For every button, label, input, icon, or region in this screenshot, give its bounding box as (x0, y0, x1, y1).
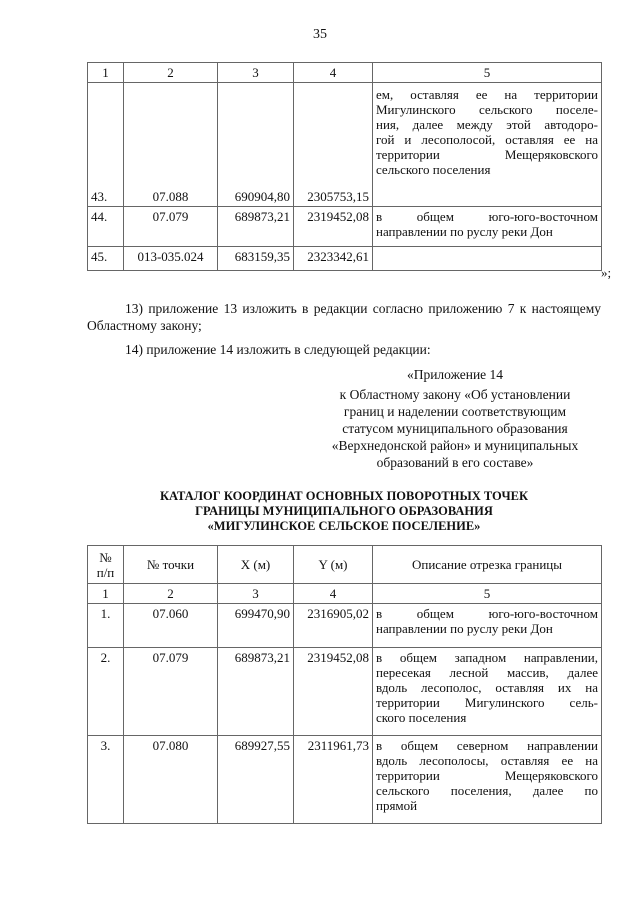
y-coordinate: 2319452,08 (294, 207, 373, 247)
header-point-number: № точки (124, 546, 218, 584)
segment-description (373, 247, 602, 271)
column-number-cell: 5 (373, 63, 602, 83)
paragraph-14: 14) приложение 14 изложить в следующей редакции: (125, 342, 431, 357)
table-row (88, 207, 602, 247)
description-line: пересекая лесной массив, далее (376, 665, 598, 680)
description-line: в общем юго-юго-восточном (376, 606, 598, 621)
segment-description (373, 207, 602, 247)
table-row (88, 648, 602, 736)
x-coordinate: 689927,55 (218, 736, 294, 824)
row-number: 43. (88, 83, 124, 207)
table-row (88, 604, 602, 648)
appendix-line: к Областному закону «Об установлении (339, 387, 571, 402)
point-number: 07.079 (124, 207, 218, 247)
description-line: территории Мещеряковского (376, 147, 598, 162)
column-number-cell: 4 (294, 584, 373, 604)
point-number: 07.079 (124, 648, 218, 736)
header-row-number (88, 546, 124, 584)
header-description: Описание отрезка границы (373, 546, 602, 584)
appendix-line: «Верхнедонской район» и муниципальных (331, 438, 579, 453)
description-line: ем, оставляя ее на территории (376, 87, 598, 102)
x-coordinate: 689873,21 (218, 207, 294, 247)
description-line: ского поселения (376, 710, 467, 725)
row-number: 45. (88, 247, 124, 271)
x-coordinate: 699470,90 (218, 604, 294, 648)
table-header-row (88, 546, 602, 584)
column-number-cell: 3 (218, 63, 294, 83)
column-numbers-row (88, 584, 602, 604)
description-line: направлении по руслу реки Дон (376, 621, 553, 636)
description-line: в общем юго-юго-восточном (376, 209, 598, 224)
description-line: территории Мещеряковского (376, 768, 598, 783)
row-number: 44. (88, 207, 124, 247)
x-coordinate: 689873,21 (218, 648, 294, 736)
column-number-cell: 2 (124, 63, 218, 83)
description-line: Мигулинского сельского поселе- (376, 102, 598, 117)
appendix-line: статусом муниципального образования (342, 421, 568, 436)
coordinates-table-continued (87, 62, 602, 271)
coordinates-table (87, 545, 602, 824)
appendix-reference (290, 386, 620, 471)
column-number-cell: 4 (294, 63, 373, 83)
description-line: гой и лесополосой, оставляя ее на (376, 132, 598, 147)
point-number: 07.088 (124, 83, 218, 207)
row-number: 1. (88, 604, 124, 648)
segment-description (373, 736, 602, 824)
y-coordinate: 2305753,15 (294, 83, 373, 207)
column-number-cell: 2 (124, 584, 218, 604)
catalog-heading-line: ГРАНИЦЫ МУНИЦИПАЛЬНОГО ОБРАЗОВАНИЯ (195, 504, 493, 518)
row-number: 2. (88, 648, 124, 736)
description-line: ния, далее между этой автодоро- (376, 117, 598, 132)
appendix-line: образований в его составе» (376, 455, 534, 470)
appendix-line: границ и наделении соответствующим (343, 404, 567, 419)
description-line: вдоль лесополос, оставляя их на (376, 680, 598, 695)
table-row (88, 247, 602, 271)
column-number-cell: 1 (88, 63, 124, 83)
header-num-line: № (99, 549, 112, 565)
catalog-heading-line: «МИГУЛИНСКОЕ СЕЛЬСКОЕ ПОСЕЛЕНИЕ» (207, 519, 481, 533)
header-num-line: п/п (96, 564, 115, 580)
catalog-heading-line: КАТАЛОГ КООРДИНАТ ОСНОВНЫХ ПОВОРОТНЫХ ТОЧЕК (159, 489, 529, 503)
description-line: в общем северном направлении (376, 738, 598, 753)
y-coordinate: 2316905,02 (294, 604, 373, 648)
table-row (88, 736, 602, 824)
description-line: сельского поселения, далее по (376, 783, 598, 798)
description-line: сельского поселения (376, 162, 491, 177)
paragraph-13: 13) приложение 13 изложить в редакции согласно приложению 7 к настоящему Областному закону; (87, 301, 601, 333)
description-line: прямой (376, 798, 418, 813)
x-coordinate: 683159,35 (218, 247, 294, 271)
appendix-title: «Приложение 14 (406, 367, 504, 382)
y-coordinate: 2319452,08 (294, 648, 373, 736)
header-y: Y (м) (294, 546, 373, 584)
table-row (88, 83, 602, 207)
column-number-cell: 5 (373, 584, 602, 604)
page-number: 35 (313, 27, 327, 42)
description-line: вдоль лесополосы, оставляя ее на (376, 753, 598, 768)
point-number: 07.080 (124, 736, 218, 824)
point-number: 07.060 (124, 604, 218, 648)
column-number-cell: 1 (88, 584, 124, 604)
segment-description (373, 83, 602, 207)
row-number: 3. (88, 736, 124, 824)
y-coordinate: 2323342,61 (294, 247, 373, 271)
description-line: территории Мигулинского сель- (376, 695, 598, 710)
table-header-row (88, 63, 602, 83)
header-x: X (м) (218, 546, 294, 584)
column-number-cell: 3 (218, 584, 294, 604)
catalog-heading (87, 489, 601, 534)
point-number: 013-035.024 (124, 247, 218, 271)
segment-description (373, 648, 602, 736)
segment-description (373, 604, 602, 648)
x-coordinate: 690904,80 (218, 83, 294, 207)
description-line: в общем западном направлении, (376, 650, 598, 665)
closing-quote: »; (601, 265, 612, 280)
y-coordinate: 2311961,73 (294, 736, 373, 824)
description-line: направлении по руслу реки Дон (376, 224, 553, 239)
